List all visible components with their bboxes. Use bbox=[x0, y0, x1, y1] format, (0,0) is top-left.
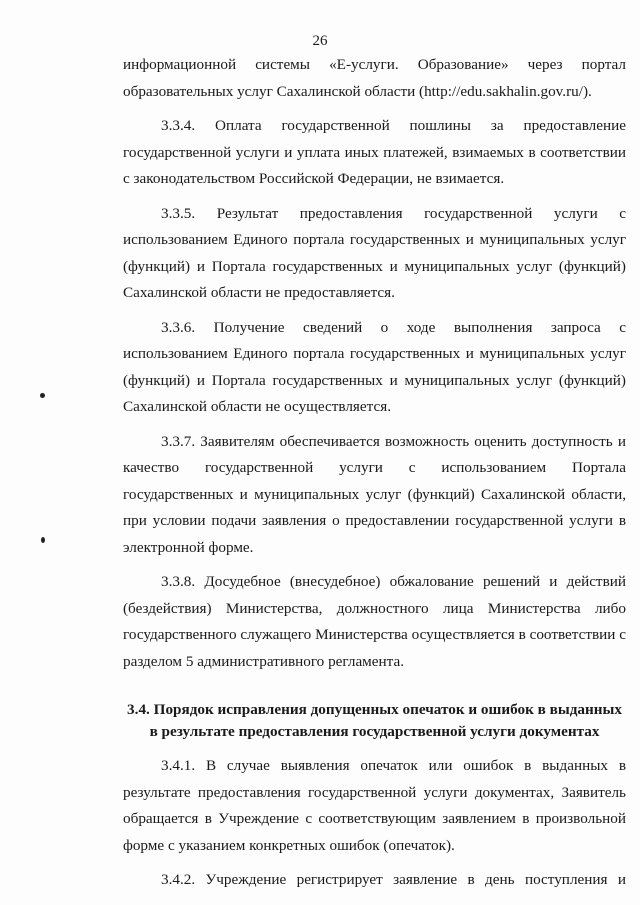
paragraph-3-3-4 bbox=[123, 113, 626, 193]
text-line: использованием Единого портала государственных и муниципальных услуг bbox=[123, 345, 626, 362]
margin-dot-mark bbox=[41, 537, 45, 543]
heading-line: в результате предоставления государственной услуги документах bbox=[149, 723, 600, 740]
text-line: качество государственной услуги с использованием Портала bbox=[123, 459, 626, 476]
text-line: использованием Единого портала государственных и муниципальных услуг bbox=[123, 231, 626, 248]
text-line: государственных и муниципальных услуг (функций) Сахалинской области, bbox=[123, 485, 626, 503]
text-line: при условии подачи заявления о предоставлении государственной услуги в bbox=[123, 512, 626, 529]
text-line: обращается в Учреждение с соответствующим заявлением в произвольной bbox=[123, 810, 626, 827]
text-line: Сахалинской области не предоставляется. bbox=[123, 284, 395, 301]
text-line: образовательных услуг Сахалинской области (http://edu.sakhalin.gov.ru/). bbox=[123, 82, 592, 100]
text-line: 3.4.1. В случае выявления опечаток или ошибок в выданных в bbox=[161, 757, 626, 774]
paragraph-3-3-7 bbox=[123, 429, 626, 562]
text-line: 3.3.7. Заявителям обеспечивается возможность оценить доступность и bbox=[161, 432, 626, 450]
paragraph-3-3-8 bbox=[123, 569, 626, 675]
text-line: Сахалинской области не осуществляется. bbox=[123, 398, 391, 415]
text-line: государственной услуги и уплата иных платежей, взимаемых в соответствии bbox=[123, 143, 626, 161]
text-line: форме с указанием конкретных ошибок (опечаток). bbox=[123, 836, 455, 854]
text-line: результате предоставления государственной услуги документах, Заявитель bbox=[123, 783, 626, 801]
paragraph-3-4-2 bbox=[123, 867, 626, 894]
text-line: (функций) и Портала государственных и муниципальных услуг (функций) bbox=[123, 257, 626, 275]
page-number: 26 bbox=[312, 33, 328, 49]
text-line: информационной системы «Е-услуги. Образование» через портал bbox=[123, 56, 626, 73]
text-line: 3.3.5. Результат предоставления государственной услуги с bbox=[161, 204, 626, 222]
text-line: (бездействия) Министерства, должностного лица Министерства либо bbox=[123, 599, 626, 617]
text-line: (функций) и Портала государственных и муниципальных услуг (функций) bbox=[123, 371, 626, 389]
document-body bbox=[123, 52, 626, 902]
text-line: с законодательством Российской Федерации, не взимается. bbox=[123, 170, 505, 187]
paragraph-3-4-1 bbox=[123, 753, 626, 859]
text-line: 3.3.8. Досудебное (внесудебное) обжалование решений и действий bbox=[161, 573, 626, 590]
heading-line: 3.4. Порядок исправления допущенных опечаток и ошибок в выданных bbox=[127, 701, 622, 718]
section-heading-3-4 bbox=[123, 699, 626, 743]
text-line: электронной форме. bbox=[123, 538, 254, 556]
text-line: 3.3.4. Оплата государственной пошлины за предоставление bbox=[161, 117, 626, 134]
margin-dot-mark bbox=[40, 393, 45, 398]
paragraph-intro bbox=[123, 52, 626, 105]
text-line: 3.4.2. Учреждение регистрирует заявление в день поступления и bbox=[161, 871, 626, 888]
text-line: государственного служащего Министерства осуществляется в соответствии с bbox=[123, 626, 626, 643]
paragraph-3-3-6 bbox=[123, 315, 626, 421]
paragraph-3-3-5 bbox=[123, 201, 626, 307]
text-line: 3.3.6. Получение сведений о ходе выполнения запроса с bbox=[161, 318, 626, 336]
text-line: разделом 5 административного регламента. bbox=[123, 652, 405, 670]
